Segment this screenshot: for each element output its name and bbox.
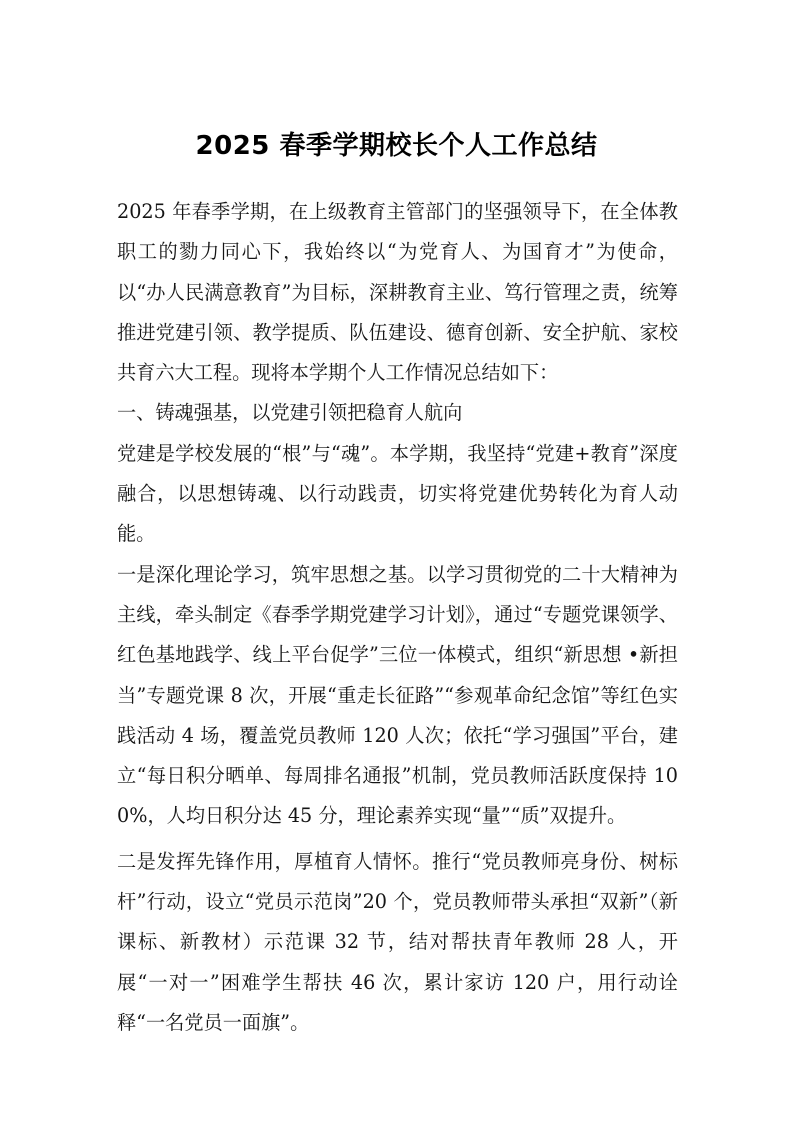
- section-1-point-1-paragraph: 一是深化理论学习，筑牢思想之基。以学习贯彻党的二十大精神为主线，牵头制定《春季学期党建学习计划》，通过“专题党课领学、红色基地践学、线上平台促学”三位一体模式，组织“新思想 •新担当”专题党课 8 次，开展“重走长征路”“参观革命纪念馆”等红色实践活动 4 场，覆盖党员教师 120 人次；依托“学习强国”平台，建立“每日积分晒单、每周排名通报”机制，党员教师活跃度保持 100%，人均日积分达 45 分，理论素养实现“量”“质”双提升。: [117, 562, 678, 828]
- section-1-intro-paragraph: 党建是学校发展的“根”与“魂”。本学期，我坚持“党建+教育”深度融合，以思想铸魂、以行动践责，切实将党建优势转化为育人动能。: [117, 441, 678, 546]
- section-heading-1: 一、铸魂强基，以党建引领把稳育人航向: [117, 401, 463, 425]
- document-title: 2025 春季学期校长个人工作总结: [195, 131, 598, 161]
- intro-paragraph: 2025 年春季学期，在上级教育主管部门的坚强领导下，在全体教职工的勠力同心下，我始终以“为党育人、为国育才”为使命，以“办人民满意教育”为目标，深耕教育主业、笃行管理之责，统筹推进党建引领、教学提质、队伍建设、德育创新、安全护航、家校共育六大工程。现将本学期个人工作情况总结如下：: [117, 200, 678, 385]
- document-body: [117, 192, 678, 1043]
- section-1-point-2-paragraph: 二是发挥先锋作用，厚植育人情怀。推行“党员教师亮身份、树标杆”行动，设立“党员示范岗”20 个，党员教师带头承担“双新”（新课标、新教材）示范课 32 节，结对帮扶青年教师 28 人，开展“一对一”困难学生帮扶 46 次，累计家访 120 户，用行动诠释“一名党员一面旗”。: [117, 849, 678, 1034]
